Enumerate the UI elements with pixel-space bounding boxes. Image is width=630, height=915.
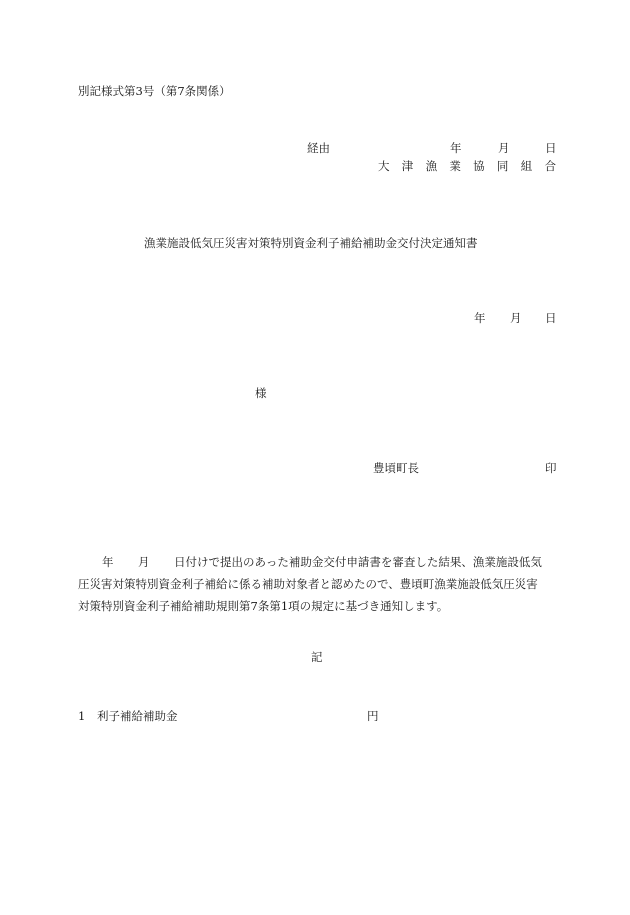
body-line-3: 対策特別資金利子補給補助規則第7条第1項の規定に基づき通知します。: [78, 599, 449, 613]
body-year-label: 年: [102, 555, 114, 569]
organization-char: 漁: [425, 159, 438, 173]
organization-char: 組: [520, 159, 533, 173]
via-year-label: 年: [450, 141, 462, 155]
body-line-2: 圧災害対策特別資金利子補給に係る補助対象者と認めたので、豊頃町漁業施設低気圧災害: [78, 577, 538, 591]
body-month-label: 月: [138, 555, 150, 569]
organization-char: 合: [544, 159, 556, 173]
issue-day-label: 日: [545, 311, 557, 325]
form-number: 別記様式第3号（第7条関係）: [78, 84, 231, 98]
issue-year-label: 年: [474, 311, 486, 325]
via-month-label: 月: [498, 141, 510, 155]
organization-char: 協: [473, 159, 485, 173]
item-number: 1: [78, 709, 86, 723]
organization-char: 同: [496, 159, 509, 173]
organization-char: 業: [449, 159, 461, 173]
item-unit: 円: [367, 709, 379, 723]
body-line-1: 日付けで提出のあった補助金交付申請書を審査した結果、漁業施設低気: [174, 555, 542, 569]
organization-char: 大: [378, 159, 390, 173]
item-label: 利子補給補助金: [97, 709, 178, 723]
organization-name: [378, 161, 556, 173]
issuer-title: 豊頃町長: [373, 461, 419, 475]
via-day-label: 日: [545, 141, 557, 155]
ki-heading: 記: [311, 650, 323, 664]
issue-month-label: 月: [510, 311, 522, 325]
seal-mark: 印: [545, 461, 557, 475]
recipient-honorific: 様: [255, 386, 267, 400]
via-label: 経由: [307, 141, 330, 155]
organization-char: 津: [401, 159, 414, 173]
document-title: 漁業施設低気圧災害対策特別資金利子補給補助金交付決定通知書: [144, 236, 478, 250]
